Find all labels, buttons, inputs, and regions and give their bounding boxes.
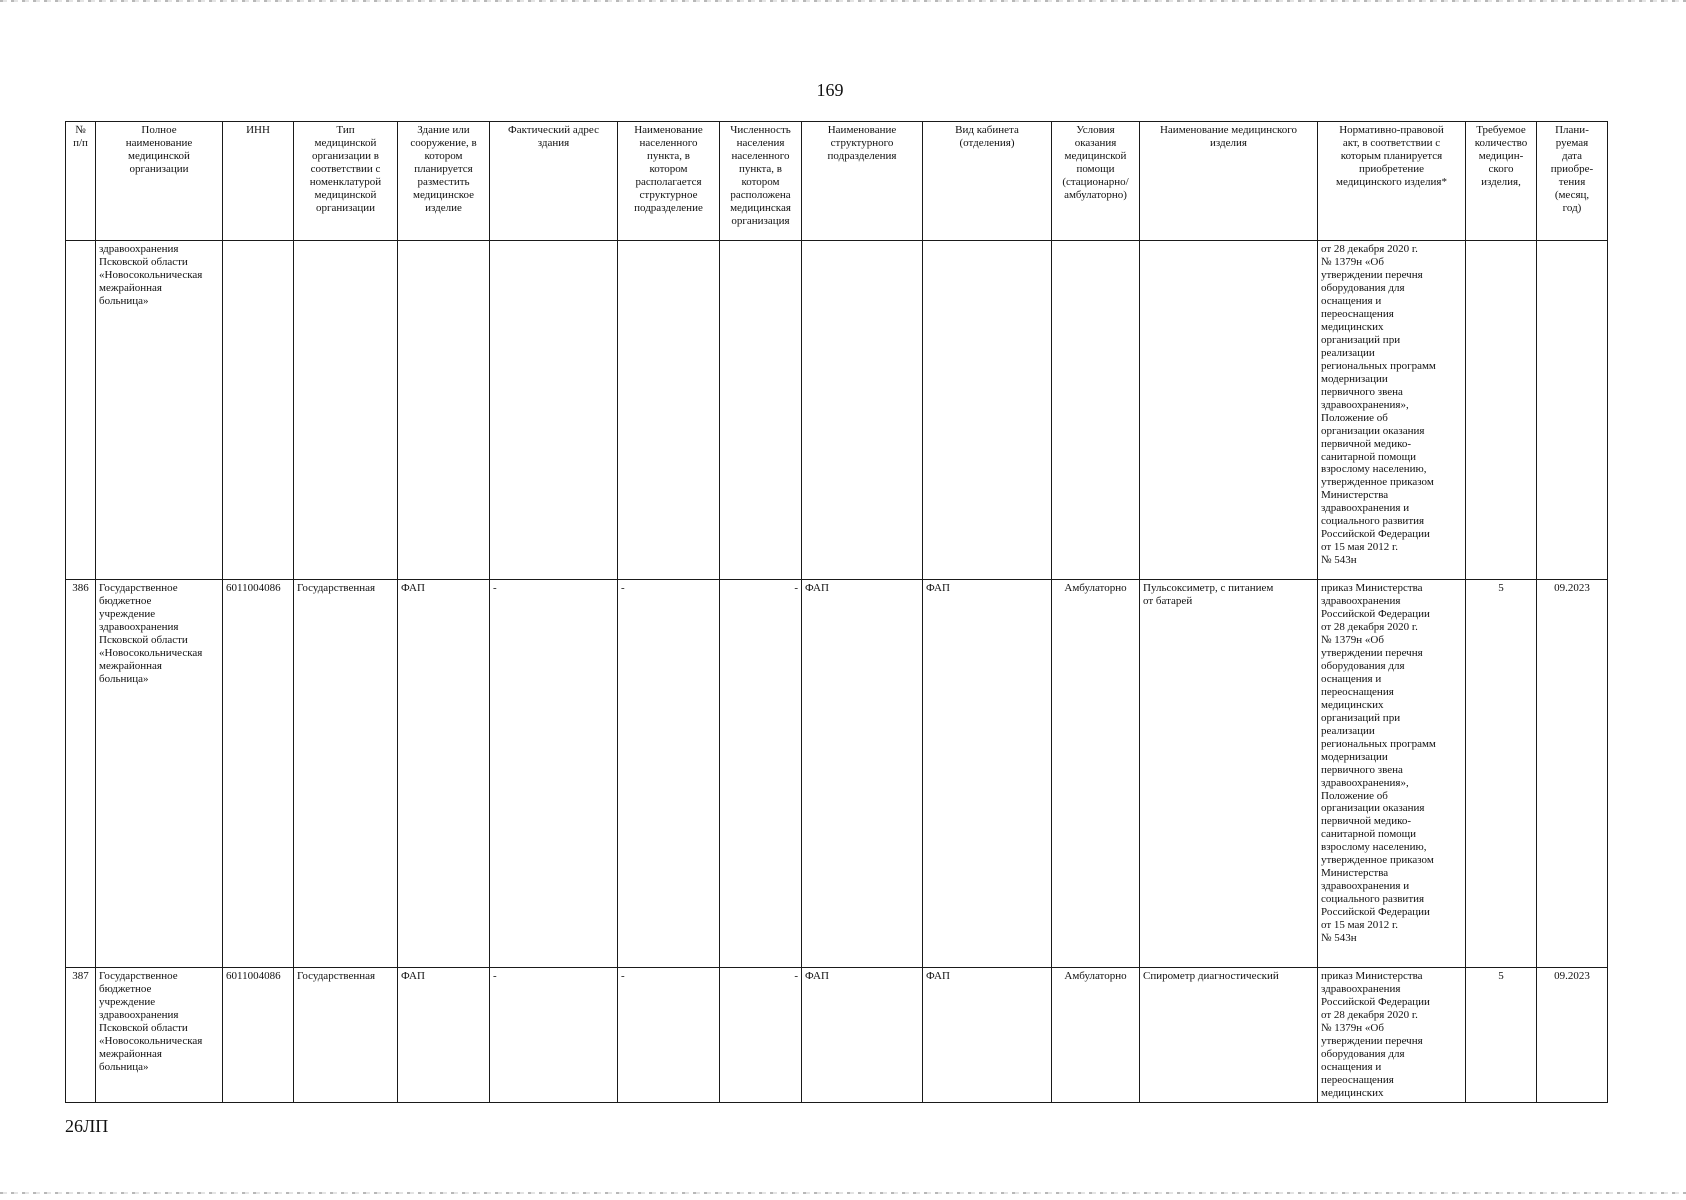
cell-inn: 6011004086 (223, 580, 294, 968)
cell-organization: Государственное бюджетное учреждение здравоохранения Псковской области «Новосокольническая межрайонная больница» (96, 968, 223, 1103)
cell-inn (223, 241, 294, 580)
header-organization: Полное наименование медицинской организации (96, 122, 223, 241)
cell-number (66, 241, 96, 580)
equipment-register-table (65, 121, 1608, 1103)
cell-quantity: 5 (1466, 968, 1537, 1103)
header-quantity: Требуемое количество медицин- ского изделия, (1466, 122, 1537, 241)
cell-room-type: ФАП (923, 580, 1052, 968)
header-address: Фактический адрес здания (490, 122, 618, 241)
cell-room-type (923, 241, 1052, 580)
table-header-row (66, 122, 1608, 241)
cell-population: - (720, 968, 802, 1103)
cell-date: 09.2023 (1537, 580, 1608, 968)
cell-org-type: Государственная (294, 580, 398, 968)
header-number: № п/п (66, 122, 96, 241)
header-org-type: Тип медицинской организации в соответствии с номенклатурой медицинской организации (294, 122, 398, 241)
cell-settlement: - (618, 580, 720, 968)
cell-address (490, 241, 618, 580)
table-row (66, 968, 1608, 1103)
cell-device: Спирометр диагностический (1140, 968, 1318, 1103)
cell-organization: Государственное бюджетное учреждение здравоохранения Псковской области «Новосокольническая межрайонная больница» (96, 580, 223, 968)
table-row-continuation (66, 241, 1608, 580)
cell-building: ФАП (398, 968, 490, 1103)
cell-subdivision: ФАП (802, 968, 923, 1103)
cell-org-type (294, 241, 398, 580)
cell-organization: здравоохранения Псковской области «Новосокольническая межрайонная больница» (96, 241, 223, 580)
table-row (66, 580, 1608, 968)
cell-device (1140, 241, 1318, 580)
cell-org-type: Государственная (294, 968, 398, 1103)
cell-inn: 6011004086 (223, 968, 294, 1103)
header-settlement: Наименование населенного пункта, в котором располагается структурное подразделение (618, 122, 720, 241)
cell-subdivision (802, 241, 923, 580)
cell-number: 386 (66, 580, 96, 968)
page-number: 169 (816, 80, 844, 100)
scan-edge-bottom (0, 1192, 1686, 1194)
header-legal-act: Нормативно-правовой акт, в соответствии с которым планируется приобретение медицинского изделия* (1318, 122, 1466, 241)
cell-number: 387 (66, 968, 96, 1103)
cell-care-conditions (1052, 241, 1140, 580)
cell-subdivision: ФАП (802, 580, 923, 968)
cell-legal-act: приказ Министерства здравоохранения Российской Федерации от 28 декабря 2020 г. № 1379н «Об утверждении перечня оборудования для оснащения и переоснащения медицинских организаций при реализации региональных программ модернизации первичного звена здравоохранения», Положение об организации оказания первичной медико- санитарной помощи взрослому населению, утвержденное приказом Министерства здравоохранения и социального развития Российской Федерации от 15 мая 2012 г. № 543н (1318, 580, 1466, 968)
cell-settlement (618, 241, 720, 580)
cell-date (1537, 241, 1608, 580)
header-care-conditions: Условия оказания медицинской помощи (стационарно/ амбулаторно) (1052, 122, 1140, 241)
header-device: Наименование медицинского изделия (1140, 122, 1318, 241)
scan-edge-top (0, 0, 1686, 2)
footer-code: 26ЛП (65, 1116, 109, 1136)
cell-population: - (720, 580, 802, 968)
cell-building: ФАП (398, 580, 490, 968)
cell-settlement: - (618, 968, 720, 1103)
cell-address: - (490, 968, 618, 1103)
cell-quantity (1466, 241, 1537, 580)
header-date: Плани- руемая дата приобре- тения (месяц, год) (1537, 122, 1608, 241)
cell-device: Пульсоксиметр, с питанием от батарей (1140, 580, 1318, 968)
cell-legal-act: от 28 декабря 2020 г. № 1379н «Об утверждении перечня оборудования для оснащения и переоснащения медицинских организаций при реализации региональных программ модернизации первичного звена здравоохранения», Положение об организации оказания первичной медико- санитарной помощи взрослому населению, утвержденное приказом Министерства здравоохранения и социального развития Российской Федерации от 15 мая 2012 г. № 543н (1318, 241, 1466, 580)
cell-date: 09.2023 (1537, 968, 1608, 1103)
cell-address: - (490, 580, 618, 968)
cell-care-conditions: Амбулаторно (1052, 968, 1140, 1103)
cell-room-type: ФАП (923, 968, 1052, 1103)
cell-population (720, 241, 802, 580)
cell-legal-act: приказ Министерства здравоохранения Российской Федерации от 28 декабря 2020 г. № 1379н «Об утверждении перечня оборудования для оснащения и переоснащения медицинских (1318, 968, 1466, 1103)
cell-quantity: 5 (1466, 580, 1537, 968)
header-inn: ИНН (223, 122, 294, 241)
cell-building (398, 241, 490, 580)
cell-care-conditions: Амбулаторно (1052, 580, 1140, 968)
header-subdivision: Наименование структурного подразделения (802, 122, 923, 241)
header-population: Численность населения населенного пункта, в котором расположена медицинская организация (720, 122, 802, 241)
header-building: Здание или сооружение, в котором планируется разместить медицинское изделие (398, 122, 490, 241)
header-room-type: Вид кабинета (отделения) (923, 122, 1052, 241)
